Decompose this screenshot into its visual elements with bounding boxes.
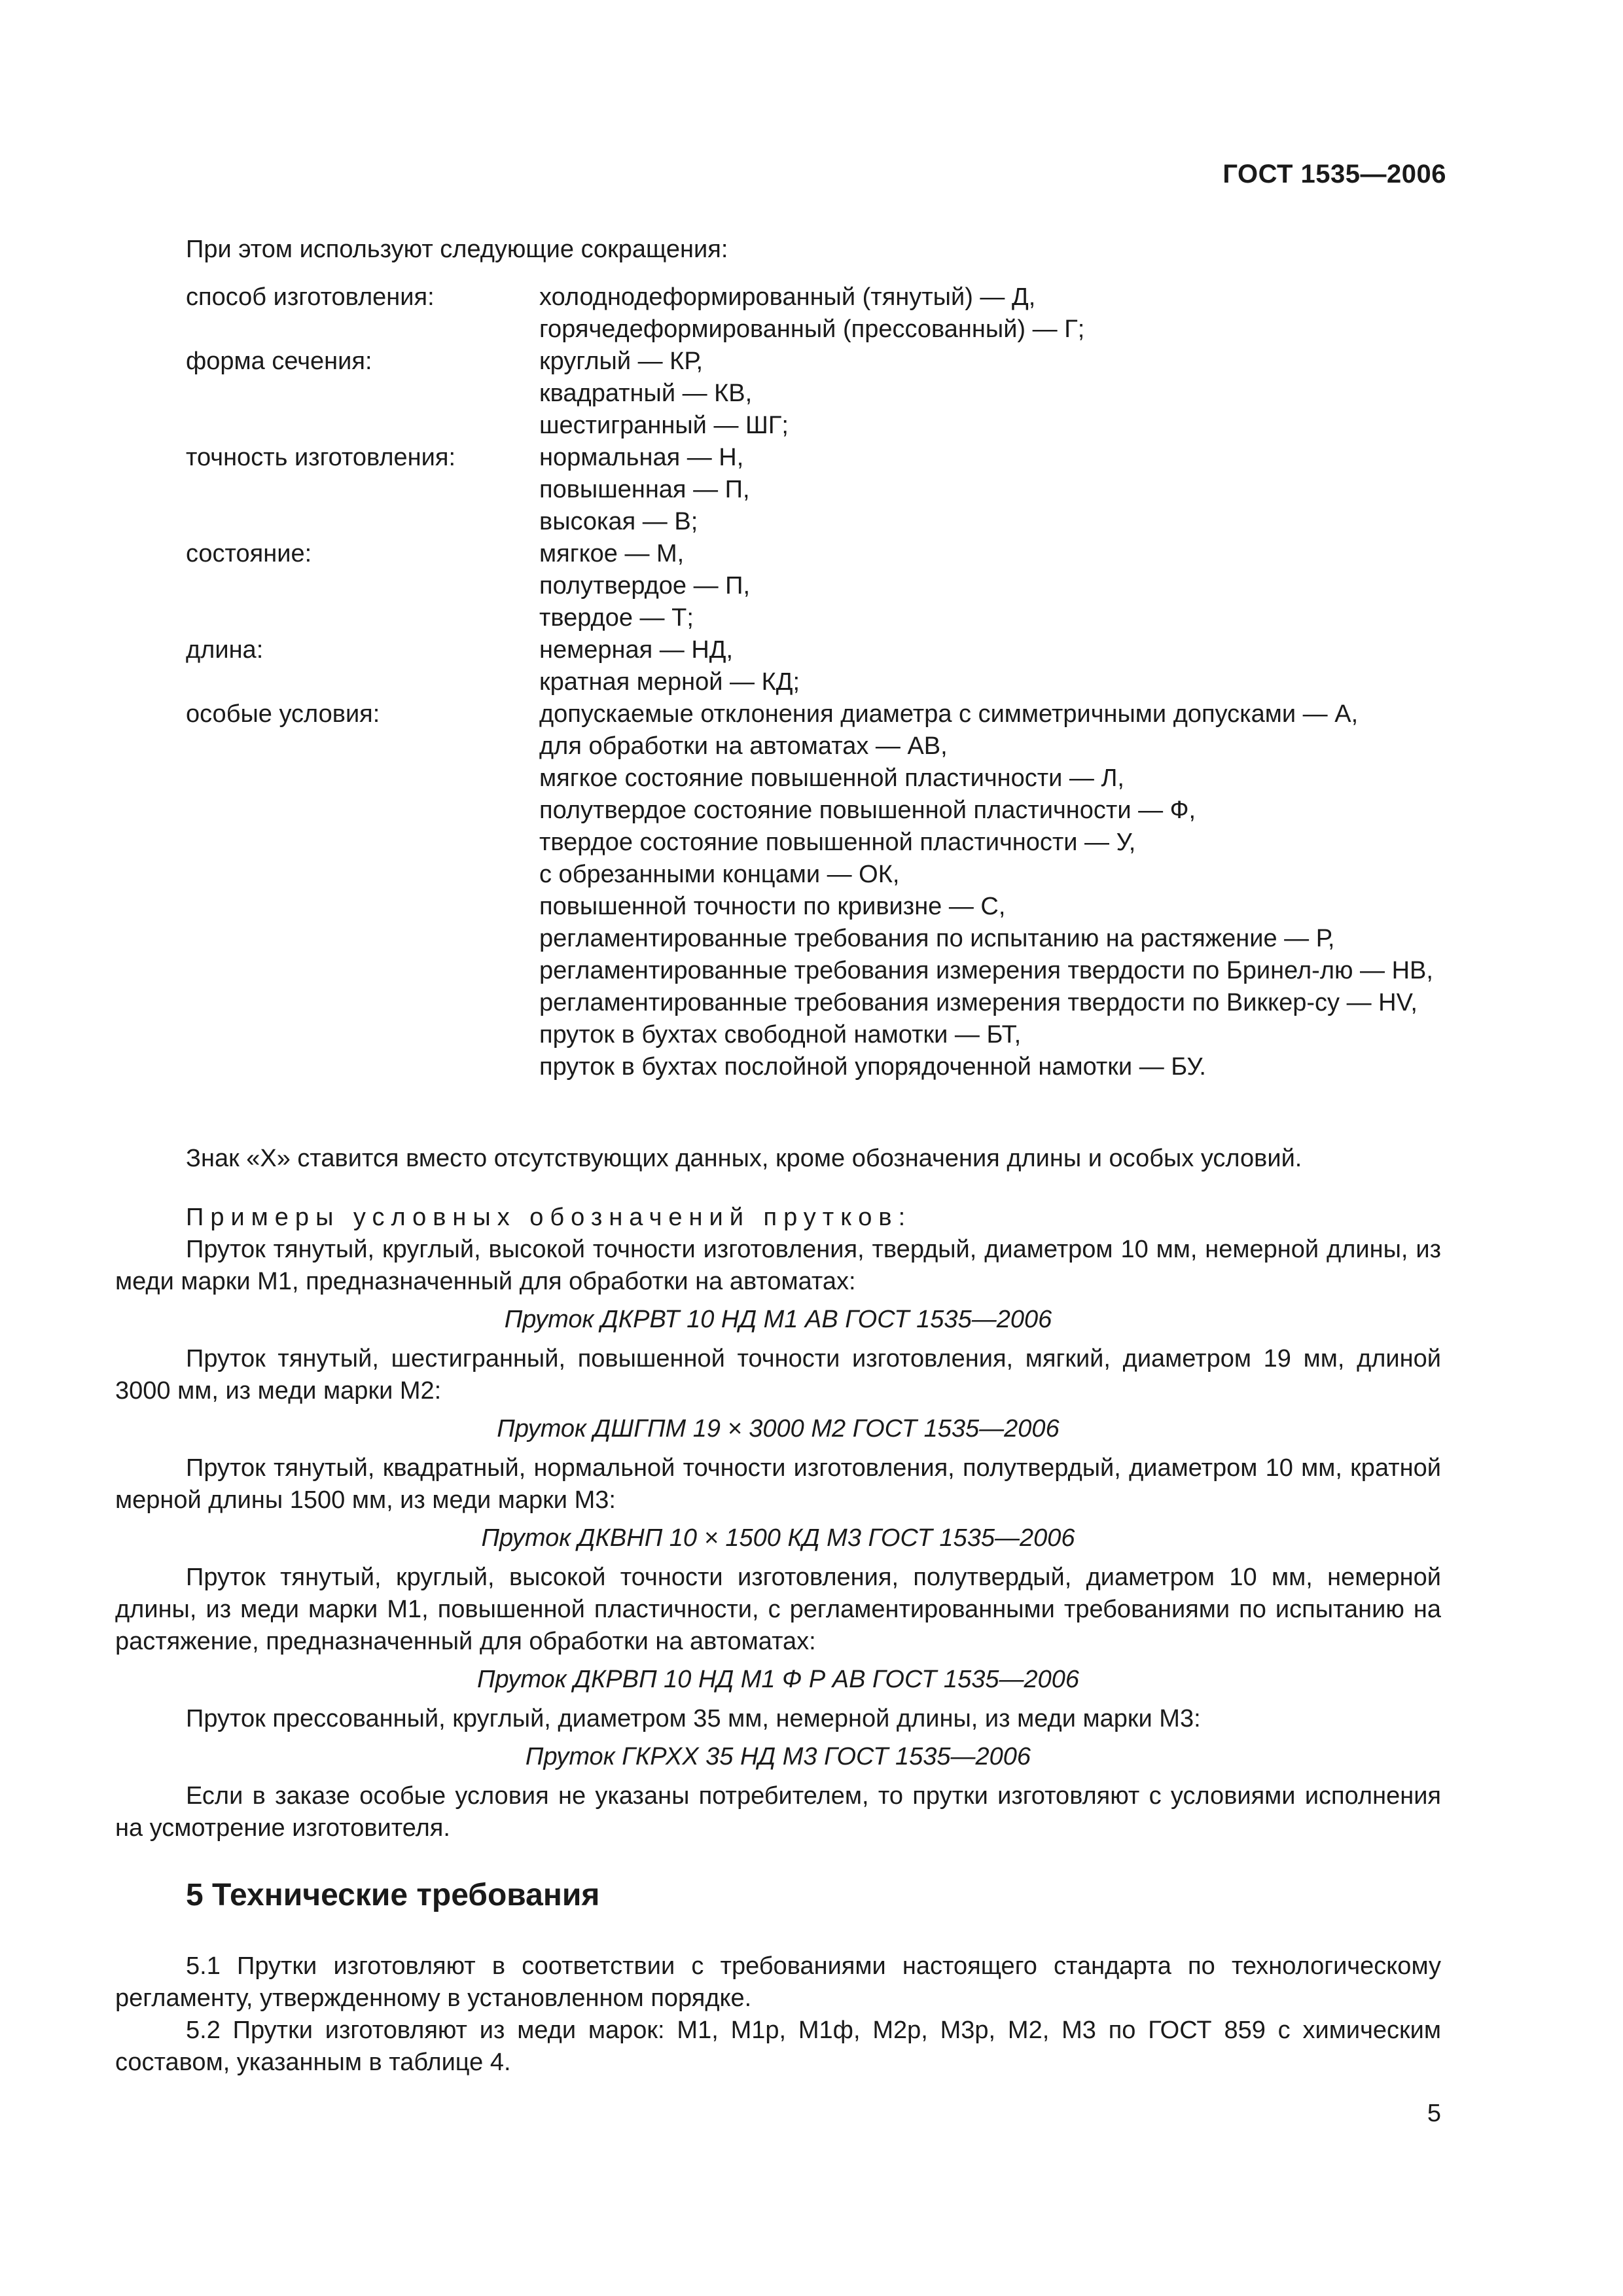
x-sign-note: Знак «X» ставится вместо отсутствующих данных, кроме обозначения длины и особых условий. [186,1145,1302,1172]
example-designation: Пруток ДШГПМ 19 × 3000 М2 ГОСТ 1535—2006 [497,1415,1060,1443]
section-heading: 5 Технические требования [186,1878,600,1912]
section-body [115,1950,1441,2079]
abbreviation-value: регламентированные требования измерения твердости по Виккер-су — HV, [539,989,1418,1016]
example-description: Пруток тянутый, круглый, высокой точности изготовления, полутвердый, диаметром 10 мм, немерной длины, из меди марки М1, повышенной пластичности, с регламентированными требованиями по испытанию на растяжение, предназначенный для обработки на автоматах: [115,1564,1441,1655]
abbreviation-values [539,346,1441,442]
abbreviations-table [186,281,1441,1083]
abbreviation-value: твердое — Т; [539,604,694,632]
abbreviation-value: немерная — НД, [539,636,734,664]
example-designation: Пруток ДКРВП 10 НД М1 Ф Р АВ ГОСТ 1535—2006 [476,1666,1080,1693]
example-designation: Пруток ДКВНП 10 × 1500 КД М3 ГОСТ 1535—2006 [481,1524,1075,1552]
abbreviation-value: регламентированные требования измерения твердости по Бринел-лю — НВ, [539,957,1433,984]
abbreviation-values [539,281,1441,346]
abbreviation-value: шестигранный — ШГ; [539,412,789,439]
abbreviation-value: повышенной точности по кривизне — С, [539,893,1006,920]
abbreviation-label: длина: [186,636,264,664]
abbreviation-value: холоднодеформированный (тянутый) — Д, [539,283,1036,311]
examples-section [115,1202,1441,1844]
abbreviation-value: регламентированные требования по испытанию на растяжение — Р, [539,925,1335,952]
example-description: Пруток тянутый, круглый, высокой точности изготовления, твердый, диаметром 10 мм, немерной длины, из меди марки М1, предназначенный для обработки на автоматах: [115,1236,1441,1295]
example-description: Пруток прессованный, круглый, диаметром 35 мм, немерной длины, из меди марки М3: [186,1705,1201,1732]
abbreviation-value: пруток в бухтах послойной упорядоченной намотки — БУ. [539,1053,1206,1081]
abbreviation-value: повышенная — П, [539,476,750,503]
example-designation: Пруток ГКРХХ 35 НД М3 ГОСТ 1535—2006 [525,1743,1031,1770]
abbreviation-value: полутвердое — П, [539,572,751,600]
abbreviation-value: высокая — В; [539,508,698,535]
abbreviation-group [186,538,1441,634]
example-description: Пруток тянутый, квадратный, нормальной точности изготовления, полутвердый, диаметром 10 мм, кратной мерной длины 1500 мм, из меди марки М3: [115,1454,1441,1514]
abbreviation-label: форма сечения: [186,348,372,375]
abbreviation-value: квадратный — КВ, [539,380,753,407]
abbreviation-values [539,698,1441,1083]
abbreviation-value: кратная мерной — КД; [539,668,800,696]
special-conditions-note: Если в заказе особые условия не указаны потребителем, то прутки изготовляют с условиями исполнения на усмотрение изготовителя. [115,1782,1441,1842]
abbreviation-value: полутвердое состояние повышенной пластичности — Ф, [539,797,1196,824]
abbreviation-value: пруток в бухтах свободной намотки — БТ, [539,1021,1022,1049]
example-designation: Пруток ДКРВТ 10 НД М1 АВ ГОСТ 1535—2006 [504,1306,1052,1333]
abbreviation-label: точность изготовления: [186,444,456,471]
abbreviation-group [186,634,1441,698]
section-paragraph: 5.2 Прутки изготовляют из меди марок: М1, М1р, М1ф, М2р, М3р, М2, М3 по ГОСТ 859 с химическим составом, указанным в таблице 4. [115,2017,1441,2076]
abbreviation-value: мягкое состояние повышенной пластичности — Л, [539,764,1124,792]
abbreviation-value: горячедеформированный (прессованный) — Г; [539,315,1085,343]
abbreviation-group [186,698,1441,1083]
abbreviation-value: круглый — КР, [539,348,704,375]
abbreviation-value: мягкое — М, [539,540,685,567]
abbreviation-group [186,281,1441,346]
abbreviation-value: нормальная — Н, [539,444,744,471]
abbreviation-label: состояние: [186,540,312,567]
section-paragraph: 5.1 Прутки изготовляют в соответствии с требованиями настоящего стандарта по технологическому регламенту, утвержденному в установленном порядке. [115,1952,1441,2012]
abbreviation-values [539,538,1441,634]
abbreviation-group [186,346,1441,442]
abbreviation-label: особые условия: [186,700,380,728]
abbreviations-intro: При этом используют следующие сокращения: [186,236,728,263]
page-number: 5 [1427,2100,1441,2127]
abbreviation-value: для обработки на автоматах — АВ, [539,732,948,760]
abbreviation-values [539,442,1441,538]
abbreviation-values [539,634,1441,698]
abbreviation-group [186,442,1441,538]
x-sign-note-block [115,1143,1441,1175]
example-description: Пруток тянутый, шестигранный, повышенной точности изготовления, мягкий, диаметром 19 мм, длиной 3000 мм, из меди марки М2: [115,1345,1441,1405]
abbreviation-label: способ изготовления: [186,283,435,311]
document-header: ГОСТ 1535—2006 [1222,160,1446,188]
abbreviation-value: с обрезанными концами — ОК, [539,861,900,888]
abbreviation-value: допускаемые отклонения диаметра с симметричными допусками — А, [539,700,1359,728]
examples-heading: Примеры условных обозначений прутков: [186,1204,912,1231]
abbreviation-value: твердое состояние повышенной пластичности — У, [539,829,1136,856]
